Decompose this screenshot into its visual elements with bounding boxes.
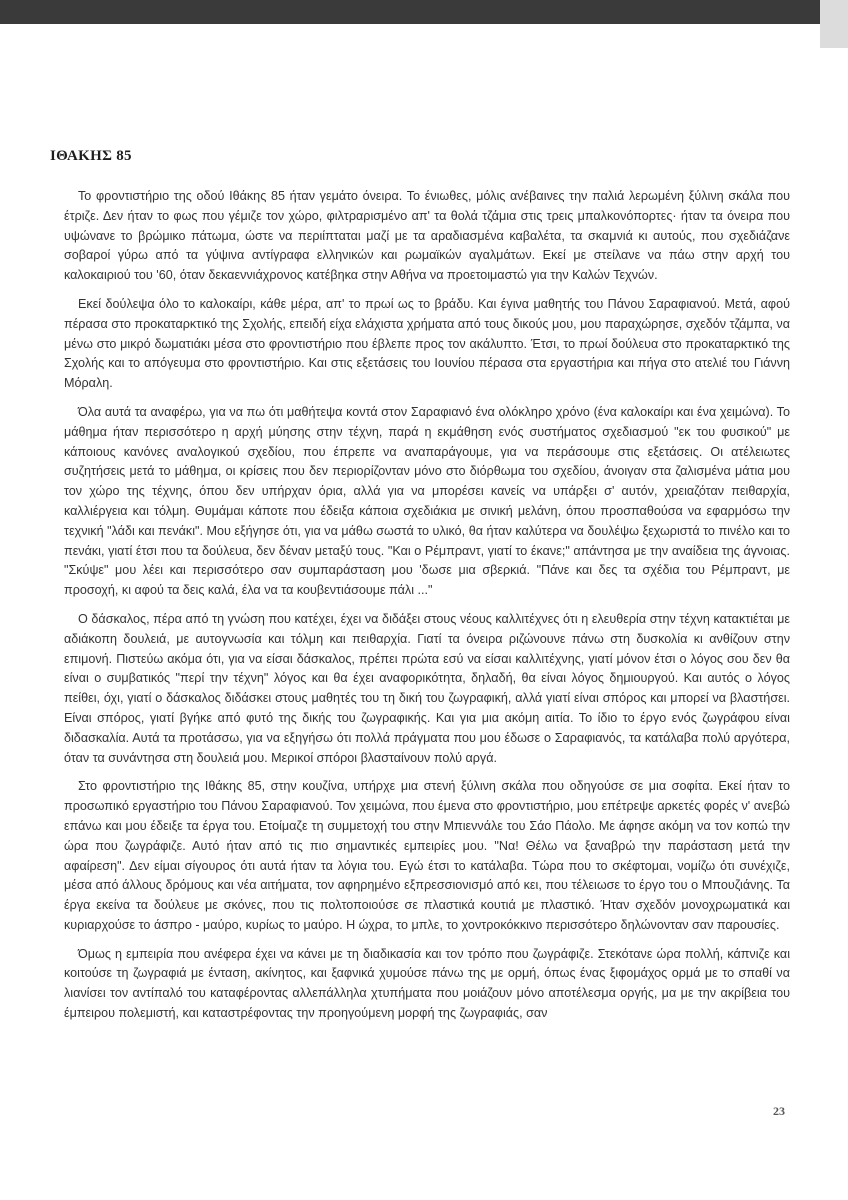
chapter-heading: ΙΘΑΚΗΣ 85 [50, 148, 132, 164]
scan-top-border [0, 0, 848, 24]
paragraph: Το φροντιστήριο της οδού Ιθάκης 85 ήταν γεμάτο όνειρα. Το ένιωθες, μόλις ανέβαινες την παλιά λερωμένη ξύλινη σκάλα που έτριζε. Δεν ήταν το φως που γέμιζε τον χώρο, φιλτραρισμένο απ' τα θολά τζάμια στις τρεις μπαλκονόπορτες· ήταν τα όνειρα που υψώνανε το βρώμικο πάτωμα, ώστε να περιίπταται μαζί με τα αραδιασμένα καβαλέτα, τα σκαμνιά κι αυτούς, που σχεδιάζανε σοβαροί γύρω από τα γύψινα αντίγραφα ελληνικών και ρωμαϊκών αγαλμάτων. Εκεί με στείλανε να πάω στην αρχή του καλοκαιριού του '60, όταν δεκαεννιάχρονος κατέβηκα στην Αθήνα να προετοιμαστώ για την Καλών Τεχνών. [64, 189, 790, 283]
body-text [50, 187, 790, 1024]
paragraph: Εκεί δούλεψα όλο το καλοκαίρι, κάθε μέρα, απ' το πρωί ως το βράδυ. Και έγινα μαθητής του Πάνου Σαραφιανού. Μετά, αφού πέρασα στο προκαταρκτικό της Σχολής, επειδή είχα ελάχιστα χρήματα από τους δικούς μου, μου παραχώρησε, σχεδόν τζάμπα, να μένω στο μικρό δωματιάκι μέσα στο φροντιστήριο που έβλεπε προς τον ακάλυπτο. Έτσι, το πρωί δούλευα στο προκαταρκτικό της Σχολής και το απόγευμα στο φροντιστήριο. Και στις εξετάσεις του Ιουνίου πέρασα στα εργαστήρια και πήγα στο ατελιέ του Γιάννη Μόραλη. [64, 296, 790, 391]
paragraph: Όλα αυτά τα αναφέρω, για να πω ότι μαθήτεψα κοντά στον Σαραφιανό ένα ολόκληρο χρόνο (ένα καλοκαίρι και ένα χειμώνα). Το μάθημα ήταν περισσότερο η αρχή μύησης στην τέχνη, παρά η εκμάθηση ενός συστήματος σχεδιασμού "εκ του φυσικού" με κάποιους κανόνες αναλογικού σχεδίου, που έπρεπε να αναπαράγουμε, για να περάσουμε στις εξετάσεις. Οι ατέλειωτες συζητήσεις μετά το μάθημα, οι κρίσεις που δεν περιορίζονταν μόνο στο διόρθωμα του σχεδίου, άνοιγαν στα ζαλισμένα μάτια μου τον χώρο της τέχνης, όπου δεν υπήρχαν όρια, αλλά για να μπορέσει κανείς να υπάρξει σ' αυτόν, χρειαζόταν πειθαρχία, καλλιέργεια και τόλμη. Θυμάμαι κάποτε που έδειξα κάποια σχεδιάκια με σινική μελάνη, όπου προσπαθούσα να εφαρμόσω την τεχνική "λάδι και πενάκι". Μου εξήγησε ότι, για να μάθω σωστά το υλικό, θα ήταν καλύτερα να δουλέψω ξεχωριστά το πινέλο και το πενάκι, γιατί έτσι που τα δούλευα, δεν δέναν μεταξύ τους. "Και ο Ρέμπραντ, γιατί το έκανε;" απάντησα με την αναίδεια της άγνοιας. "Σκύψε" μου λέει και περισσότερο σαν συμπαράσταση μου 'δωσε μια σβερκιά. "Πάνε και δες τα σχέδια του Ρέμπραντ, με προσοχή, κι αφού τα δεις καλά, έλα να τα κουβεντιάσουμε πάλι ..." [64, 404, 790, 598]
paragraph: Όμως η εμπειρία που ανέφερα έχει να κάνει με τη διαδικασία και τον τρόπο που ζωγράφιζε. Στεκότανε ώρα πολλή, κάπνιζε και κοιτούσε τη ζωγραφιά με ένταση, ακίνητος, και ξαφνικά χυμούσε πάνω της με ορμή, όπως ένας ξιφομάχος ορμά με το σπαθί να λιανίσει τον αντίπαλό του καταφέροντας αλλεπάλληλα χτυπήματα που μοιάζουν μόνο αποτέλεσμα οργής, μα με την ακρίβεια του έμπειρου πολεμιστή, και καταστρέφοντας την προηγούμενη μορφή της ζωγραφιάς, σαν [64, 946, 790, 1021]
paragraph: Στο φροντιστήριο της Ιθάκης 85, στην κουζίνα, υπήρχε μια στενή ξύλινη σκάλα που οδηγούσε σε μια σοφίτα. Εκεί ήταν το προσωπικό εργαστήριο του Πάνου Σαραφιανού. Τον χειμώνα, που έμενα στο φροντιστήριο, μου επέτρεψε αρκετές φορές ν' ανεβώ επάνω και μου έδειξε τα έργα του. Ετοίμαζε τη συμμετοχή του στην Μπιεννάλε του Σάο Πάολο. Με άφησε ακόμη να τον κοπώ την ώρα που ζωγράφιζε. Αυτό ήταν από τις πιο σημαντικές εμπειρίες μου. "Να! Θέλω να ξαναβρώ την παράσταση μετά την αφαίρεση". Δεν είμαι σίγουρος ότι αυτά ήταν τα λόγια του. Εγώ έτσι το κατάλαβα. Τώρα που το σκέφτομαι, νομίζω ότι συνέχιζε, μέσα από άλλους δρόμους και νέα αιτήματα, τον αφηρημένο εξπρεσσιονισμό από κει, που τέλειωσε το έργο του ο Μπουζιάνης. Τα έργα εκείνα τα δούλευε με σκόνες, που τις πολτοποιούσε σε πλαστικά κουτιά με πλαστικό. Ήταν σχεδόν μονοχρωματικά και κυριαρχούσε το άσπρο - μαύρο, κυρίως το μαύρο. Η ώχρα, το μπλε, το χοντροκόκκινο περισσότερο δηλώνονταν σαν παρουσίες. [64, 779, 790, 932]
page-number: 23 [773, 1104, 785, 1118]
page-content [50, 148, 790, 1033]
paragraph: Ο δάσκαλος, πέρα από τη γνώση που κατέχει, έχει να διδάξει στους νέους καλλιτέχνες ότι η ελευθερία στην τέχνη κατακτιέται με αδιάκοπη δουλειά, με αυτογνωσία και τόλμη και πειθαρχία. Γιατί τα όνειρα ριζώνουνε πάνω στη δυσκολία κι ανθίζουν στην επιμονή. Πιστεύω ακόμα ότι, για να είσαι δάσκαλος, πρέπει πρώτα εσύ να είσαι καλλιτέχνης, γιατί μόνον έτσι ο λόγος σου δεν θα είναι ο συμβατικός "περί την τέχνη" λόγος και θα έχει αναφορικότητα, δηλαδή, θα είναι λόγος δημιουργού. Και αυτός ο λόγος πείθει, όχι, γιατί ο δάσκαλος διδάσκει στους μαθητές του τη δική του ζωγραφική, αλλά γιατί είναι σπόρος και μπορεί να βλαστήσει. Είναι σπόρος, γιατί βγήκε από φυτό της δικής του ζωγραφικής. Και για μια ακόμη αιτία. Το ίδιο το έργο ενός ζωγράφου είναι διδασκαλία. Αυτά τα προτάσσω, για να εξηγήσω ότι πολλά πράγματα που μου έδωσε ο Σαραφιανός, τα κατάλαβα πολύ αργότερα, όταν τα συνάντησα στη δουλειά μου. Μερικοί σπόροι βλασταίνουν πολύ αργά. [64, 611, 790, 765]
scan-corner-shadow [820, 0, 848, 48]
